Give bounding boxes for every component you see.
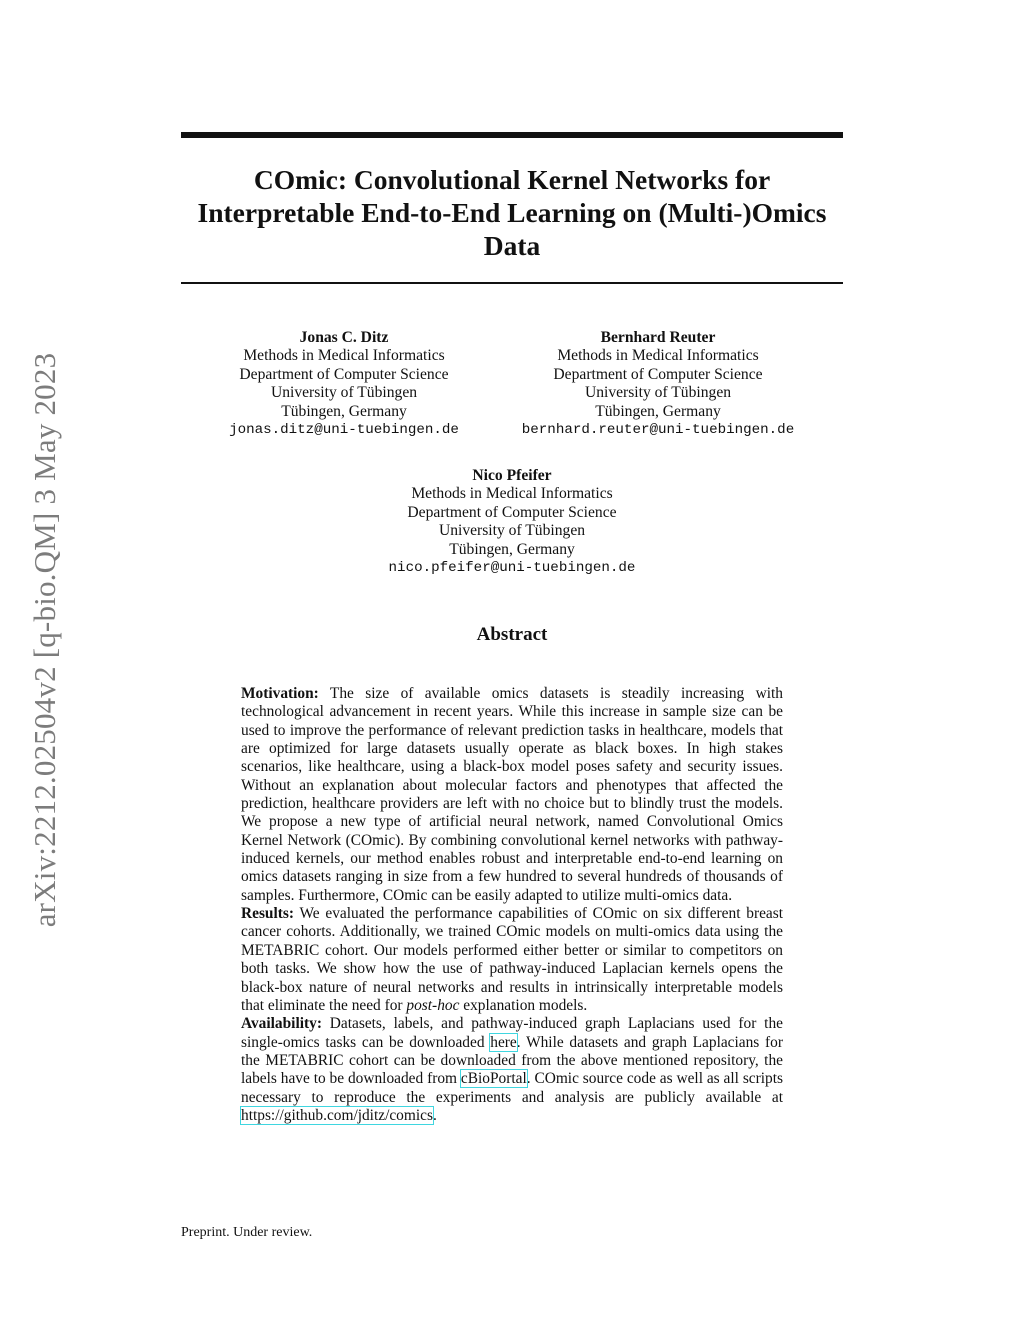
github-link[interactable]: https://github.com/jditz/comics (241, 1106, 433, 1124)
paper-title-line: COmic: Convolutional Kernel Networks for (253, 164, 771, 195)
author-group: Methods in Medical Informatics (411, 485, 613, 503)
author-block-pfeifer (352, 467, 672, 577)
author-location: Tübingen, Germany (595, 402, 721, 420)
title-bottom-rule (181, 282, 843, 284)
cbioportal-link[interactable]: cBioPortal (460, 1070, 527, 1088)
availability-text: . While datasets and graph Laplacians for the METABRIC cohort can be downloaded from the above mentioned repository, the labels have to be downloaded from (241, 1033, 783, 1088)
author-university: University of Tübingen (584, 384, 732, 402)
here-link[interactable]: here (490, 1033, 517, 1051)
abstract-body (241, 685, 783, 1125)
author-department: Department of Computer Science (407, 503, 617, 521)
author-name: Bernhard Reuter (600, 329, 716, 346)
author-name: Nico Pfeifer (472, 467, 552, 484)
author-name: Jonas C. Ditz (299, 329, 389, 346)
author-group: Methods in Medical Informatics (243, 347, 445, 365)
paper-title (181, 163, 843, 262)
results-text: We evaluated the performance capabilities of COmic on six different breast cancer cohorts. Additionally, we trained COmic models on multi-omics data using the METABRIC cohort. Our models performed either better or similar to competitors on both tasks. We show how the use of pathway-induced Laplacian kernels opens the black-box nature of neural networks and results in intrinsically interpretable models that eliminate the need for (241, 905, 783, 1014)
motivation-text: The size of available omics datasets is steadily increasing with technological advancement in recent years. While this increase in sample size can be used to improve the performance of relevant prediction tasks in healthcare, models that are optimized for large datasets usually operate as black boxes. In high stakes scenarios, like healthcare, using a black-box model poses safety and security issues. Without an explanation about molecular factors and phenotypes that affected the prediction, healthcare providers are left with no choice but to blindly trust the models. We propose a new type of artificial neural network, named Convolutional Omics Kernel Network (COmic). By combining convolutional kernel networks with pathway-induced kernels, our method enables robust and interpretable end-to-end learning on omics datasets ranging in size from a few hundred to several hundreds of thousands of samples. Furthermore, COmic can be easily adapted to utilize multi-omics data. (241, 685, 783, 904)
title-top-rule (181, 132, 843, 138)
author-university: University of Tübingen (270, 384, 418, 402)
author-email[interactable]: nico.pfeifer@uni-tuebingen.de (388, 560, 636, 577)
author-email[interactable]: bernhard.reuter@uni-tuebingen.de (521, 422, 795, 439)
author-email[interactable]: jonas.ditz@uni-tuebingen.de (229, 422, 459, 439)
availability-label: Availability: (241, 1015, 322, 1033)
arxiv-identifier-stamp: arXiv:2212.02504v2 [q-bio.QM] 3 May 2023 (27, 352, 62, 928)
author-location: Tübingen, Germany (449, 540, 575, 558)
results-text-end: explanation models. (463, 996, 588, 1014)
author-block-ditz (184, 329, 504, 439)
abstract-motivation-paragraph (241, 685, 783, 905)
abstract-availability-paragraph (241, 1015, 783, 1125)
paper-title-line: Data (483, 230, 541, 261)
motivation-label: Motivation: (241, 685, 319, 702)
results-label: Results: (241, 905, 295, 923)
availability-text: Datasets, labels, and pathway-induced graph Laplacians used for the single-omics tasks can be downloaded (241, 1015, 783, 1051)
availability-text: . COmic source code as well as all scripts necessary to reproduce the experiments and analysis are publicly available at (241, 1070, 783, 1106)
author-group: Methods in Medical Informatics (557, 347, 759, 365)
abstract-heading: Abstract (476, 624, 548, 645)
author-location: Tübingen, Germany (281, 402, 407, 420)
author-university: University of Tübingen (438, 522, 586, 540)
paper-title-line: Interpretable End-to-End Learning on (Multi-)Omics (197, 197, 827, 228)
results-emphasis: post-hoc (406, 996, 460, 1014)
author-department: Department of Computer Science (553, 365, 763, 383)
abstract-results-paragraph (241, 905, 783, 1015)
author-department: Department of Computer Science (239, 365, 449, 383)
author-block-reuter (498, 329, 818, 439)
availability-text-end: . (432, 1106, 437, 1124)
preprint-footnote: Preprint. Under review. (181, 1225, 313, 1240)
